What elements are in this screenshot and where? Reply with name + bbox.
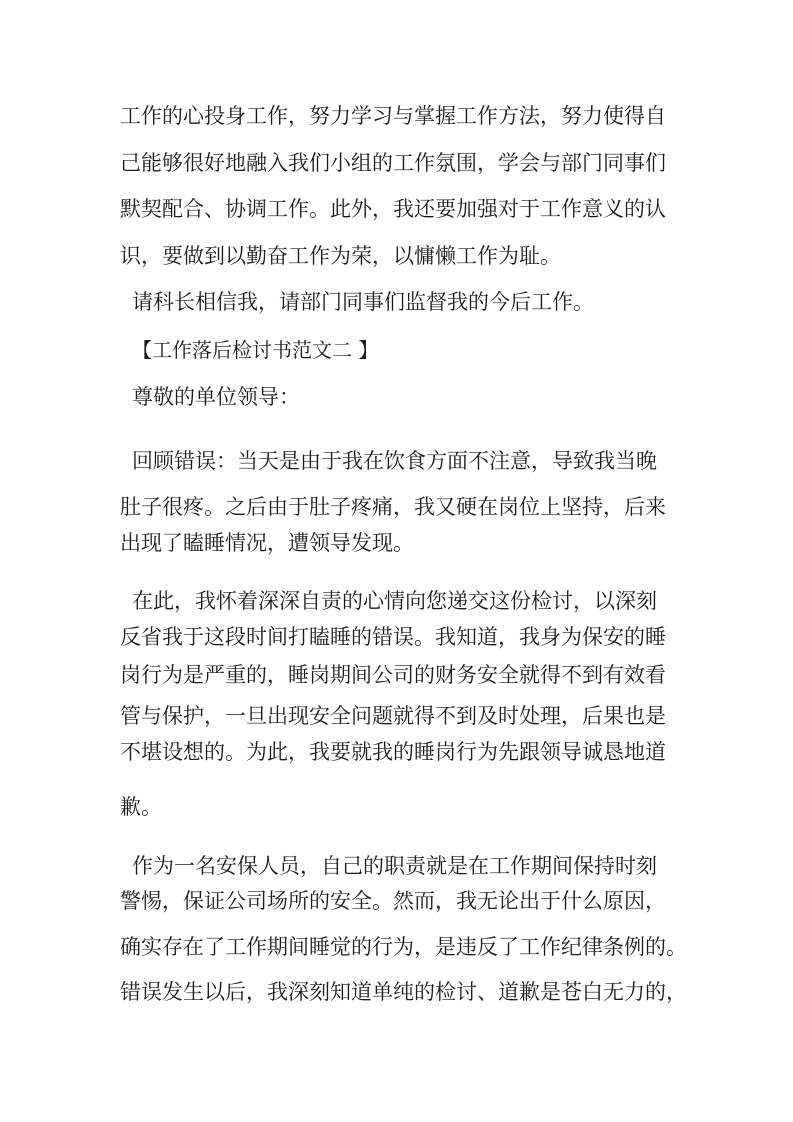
body-line-8: 回顾错误：当天是由于我在饮食方面不注意，导致我当晚 <box>132 449 657 473</box>
body-line-10: 出现了瞌睡情况，遭领导发现。 <box>120 531 414 555</box>
body-line-1: 工作的心投身工作，努力学习与掌握工作方法，努力使得自 <box>120 104 666 128</box>
salutation: 尊敬的单位领导： <box>132 385 300 409</box>
body-line-18: 警惕，保证公司场所的安全。然而，我无论出于什么原因， <box>120 889 666 913</box>
body-line-3: 默契配合、协调工作。此外，我还要加强对于工作意义的认 <box>120 197 666 221</box>
body-line-20: 错误发生以后，我深刻知道单纯的检讨、道歉是苍白无力的， <box>120 980 687 1004</box>
body-line-11: 在此，我怀着深深自责的心情向您递交这份检讨，以深刻 <box>132 589 657 613</box>
body-line-17: 作为一名安保人员，自己的职责就是在工作期间保持时刻 <box>132 854 657 878</box>
body-line-4: 识，要做到以勤奋工作为荣，以慵懒工作为耻。 <box>120 244 561 268</box>
body-line-12: 反省我于这段时间打瞌睡的错误。我知道，我身为保安的睡 <box>120 625 666 649</box>
body-line-13: 岗行为是严重的，睡岗期间公司的财务安全就得不到有效看 <box>120 663 666 687</box>
body-line-9: 肚子很疼。之后由于肚子疼痛，我又硬在岗位上坚持，后来 <box>120 495 666 519</box>
body-line-5: 请科长相信我，请部门同事们监督我的今后工作。 <box>132 290 594 314</box>
body-line-19: 确实存在了工作期间睡觉的行为，是违反了工作纪律条例的。 <box>120 935 687 959</box>
section-heading: 【工作落后检讨书范文二 】 <box>132 338 379 362</box>
body-line-14: 管与保护，一旦出现安全问题就得不到及时处理，后果也是 <box>120 704 666 728</box>
body-line-15: 不堪设想的。为此，我要就我的睡岗行为先跟领导诚恳地道 <box>120 740 666 764</box>
body-line-16: 歉。 <box>120 795 162 819</box>
body-line-2: 己能够很好地融入我们小组的工作氛围，学会与部门同事们 <box>120 151 666 175</box>
